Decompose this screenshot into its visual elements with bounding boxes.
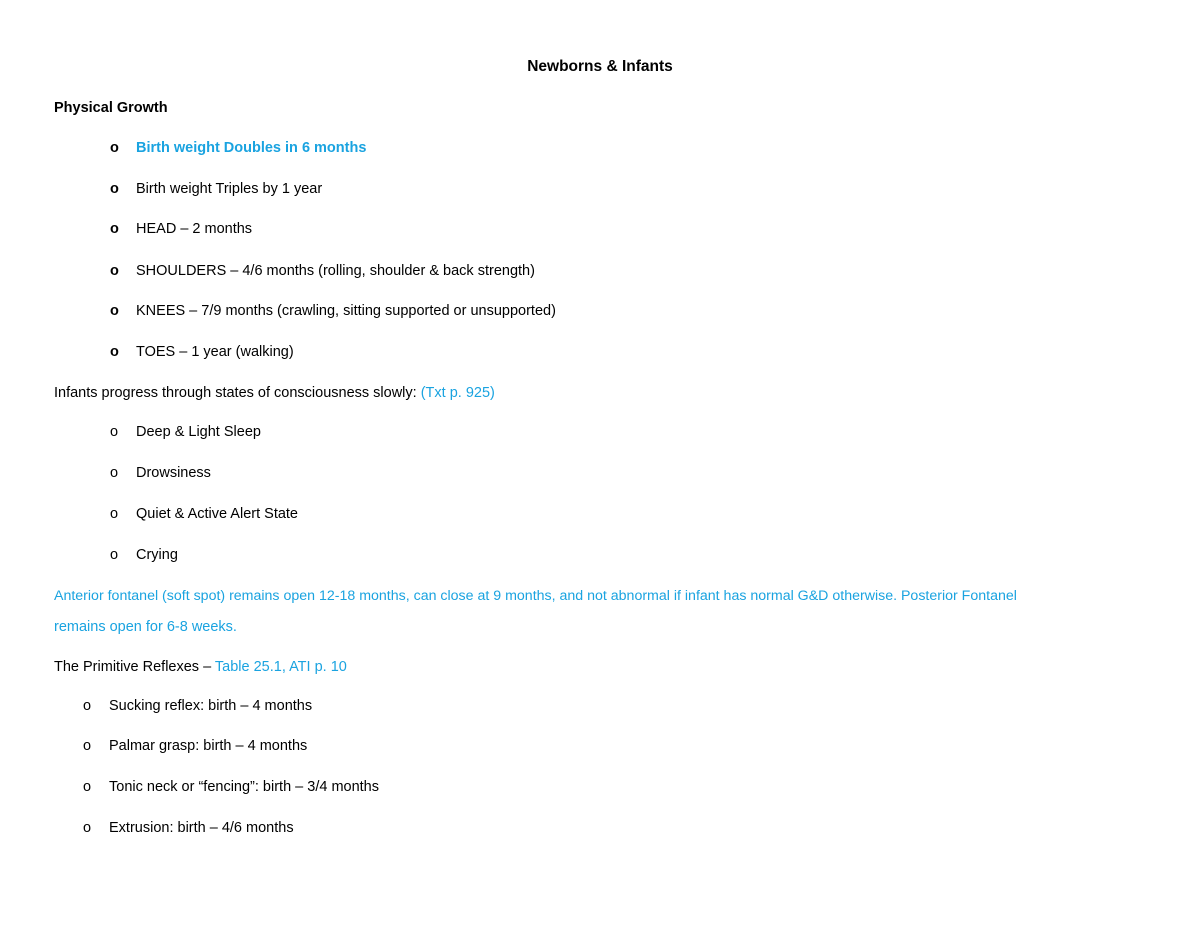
list-item-consciousness-1: Deep & Light Sleep <box>136 424 261 440</box>
bullet-glyph: o <box>110 263 119 279</box>
bullet-glyph: o <box>83 779 92 795</box>
list-item-reflex-4: Extrusion: birth – 4/6 months <box>109 820 294 836</box>
bullet-glyph: o <box>83 698 92 714</box>
list-item-growth-3: HEAD – 2 months <box>136 221 253 237</box>
consciousness-intro: Infants progress through states of consciousness slowly: <box>54 385 421 401</box>
fontanel-paragraph-line-2: remains open for 6-8 weeks. <box>54 619 237 635</box>
bullet-glyph: o <box>110 303 119 319</box>
list-item-reflex-3: Tonic neck or “fencing”: birth – 3/4 months <box>109 779 379 795</box>
list-item-reflex-1: Sucking reflex: birth – 4 months <box>109 698 313 714</box>
bullet-glyph: o <box>83 820 92 836</box>
bullet-glyph: o <box>83 738 92 754</box>
bullet-glyph: o <box>110 465 119 481</box>
list-item-reflex-2: Palmar grasp: birth – 4 months <box>109 738 308 754</box>
list-item-growth-5: KNEES – 7/9 months (crawling, sitting supported or unsupported) <box>136 303 556 319</box>
consciousness-reference: (Txt p. 925) <box>420 385 495 401</box>
reflexes-intro-line <box>54 657 347 677</box>
page-title: Newborns & Infants <box>527 58 673 75</box>
list-item-consciousness-2: Drowsiness <box>136 465 211 481</box>
list-item-growth-1: Birth weight Doubles in 6 months <box>136 140 367 156</box>
list-item-consciousness-3: Quiet & Active Alert State <box>136 506 298 522</box>
bullet-glyph: o <box>110 424 119 440</box>
bullet-glyph: o <box>110 547 119 563</box>
list-item-growth-2: Birth weight Triples by 1 year <box>136 181 323 197</box>
list-item-consciousness-4: Crying <box>136 547 178 563</box>
bullet-glyph: o <box>110 506 119 522</box>
section-heading-physical-growth: Physical Growth <box>54 100 168 116</box>
list-item-growth-6: TOES – 1 year (walking) <box>136 344 294 360</box>
bullet-glyph: o <box>110 181 119 197</box>
bullet-glyph: o <box>110 344 119 360</box>
bullet-glyph: o <box>110 140 119 156</box>
reflexes-reference: Table 25.1, ATI p. 10 <box>214 659 347 675</box>
list-item-growth-4: SHOULDERS – 4/6 months (rolling, shoulder & back strength) <box>136 263 535 279</box>
bullet-glyph: o <box>110 221 119 237</box>
fontanel-paragraph-line-1: Anterior fontanel (soft spot) remains open 12-18 months, can close at 9 months, and not abnormal if infant has normal G&D otherwise. Posterior Fontanel <box>54 588 1017 604</box>
consciousness-intro-line <box>54 383 495 403</box>
reflexes-intro: The Primitive Reflexes – <box>54 659 215 675</box>
